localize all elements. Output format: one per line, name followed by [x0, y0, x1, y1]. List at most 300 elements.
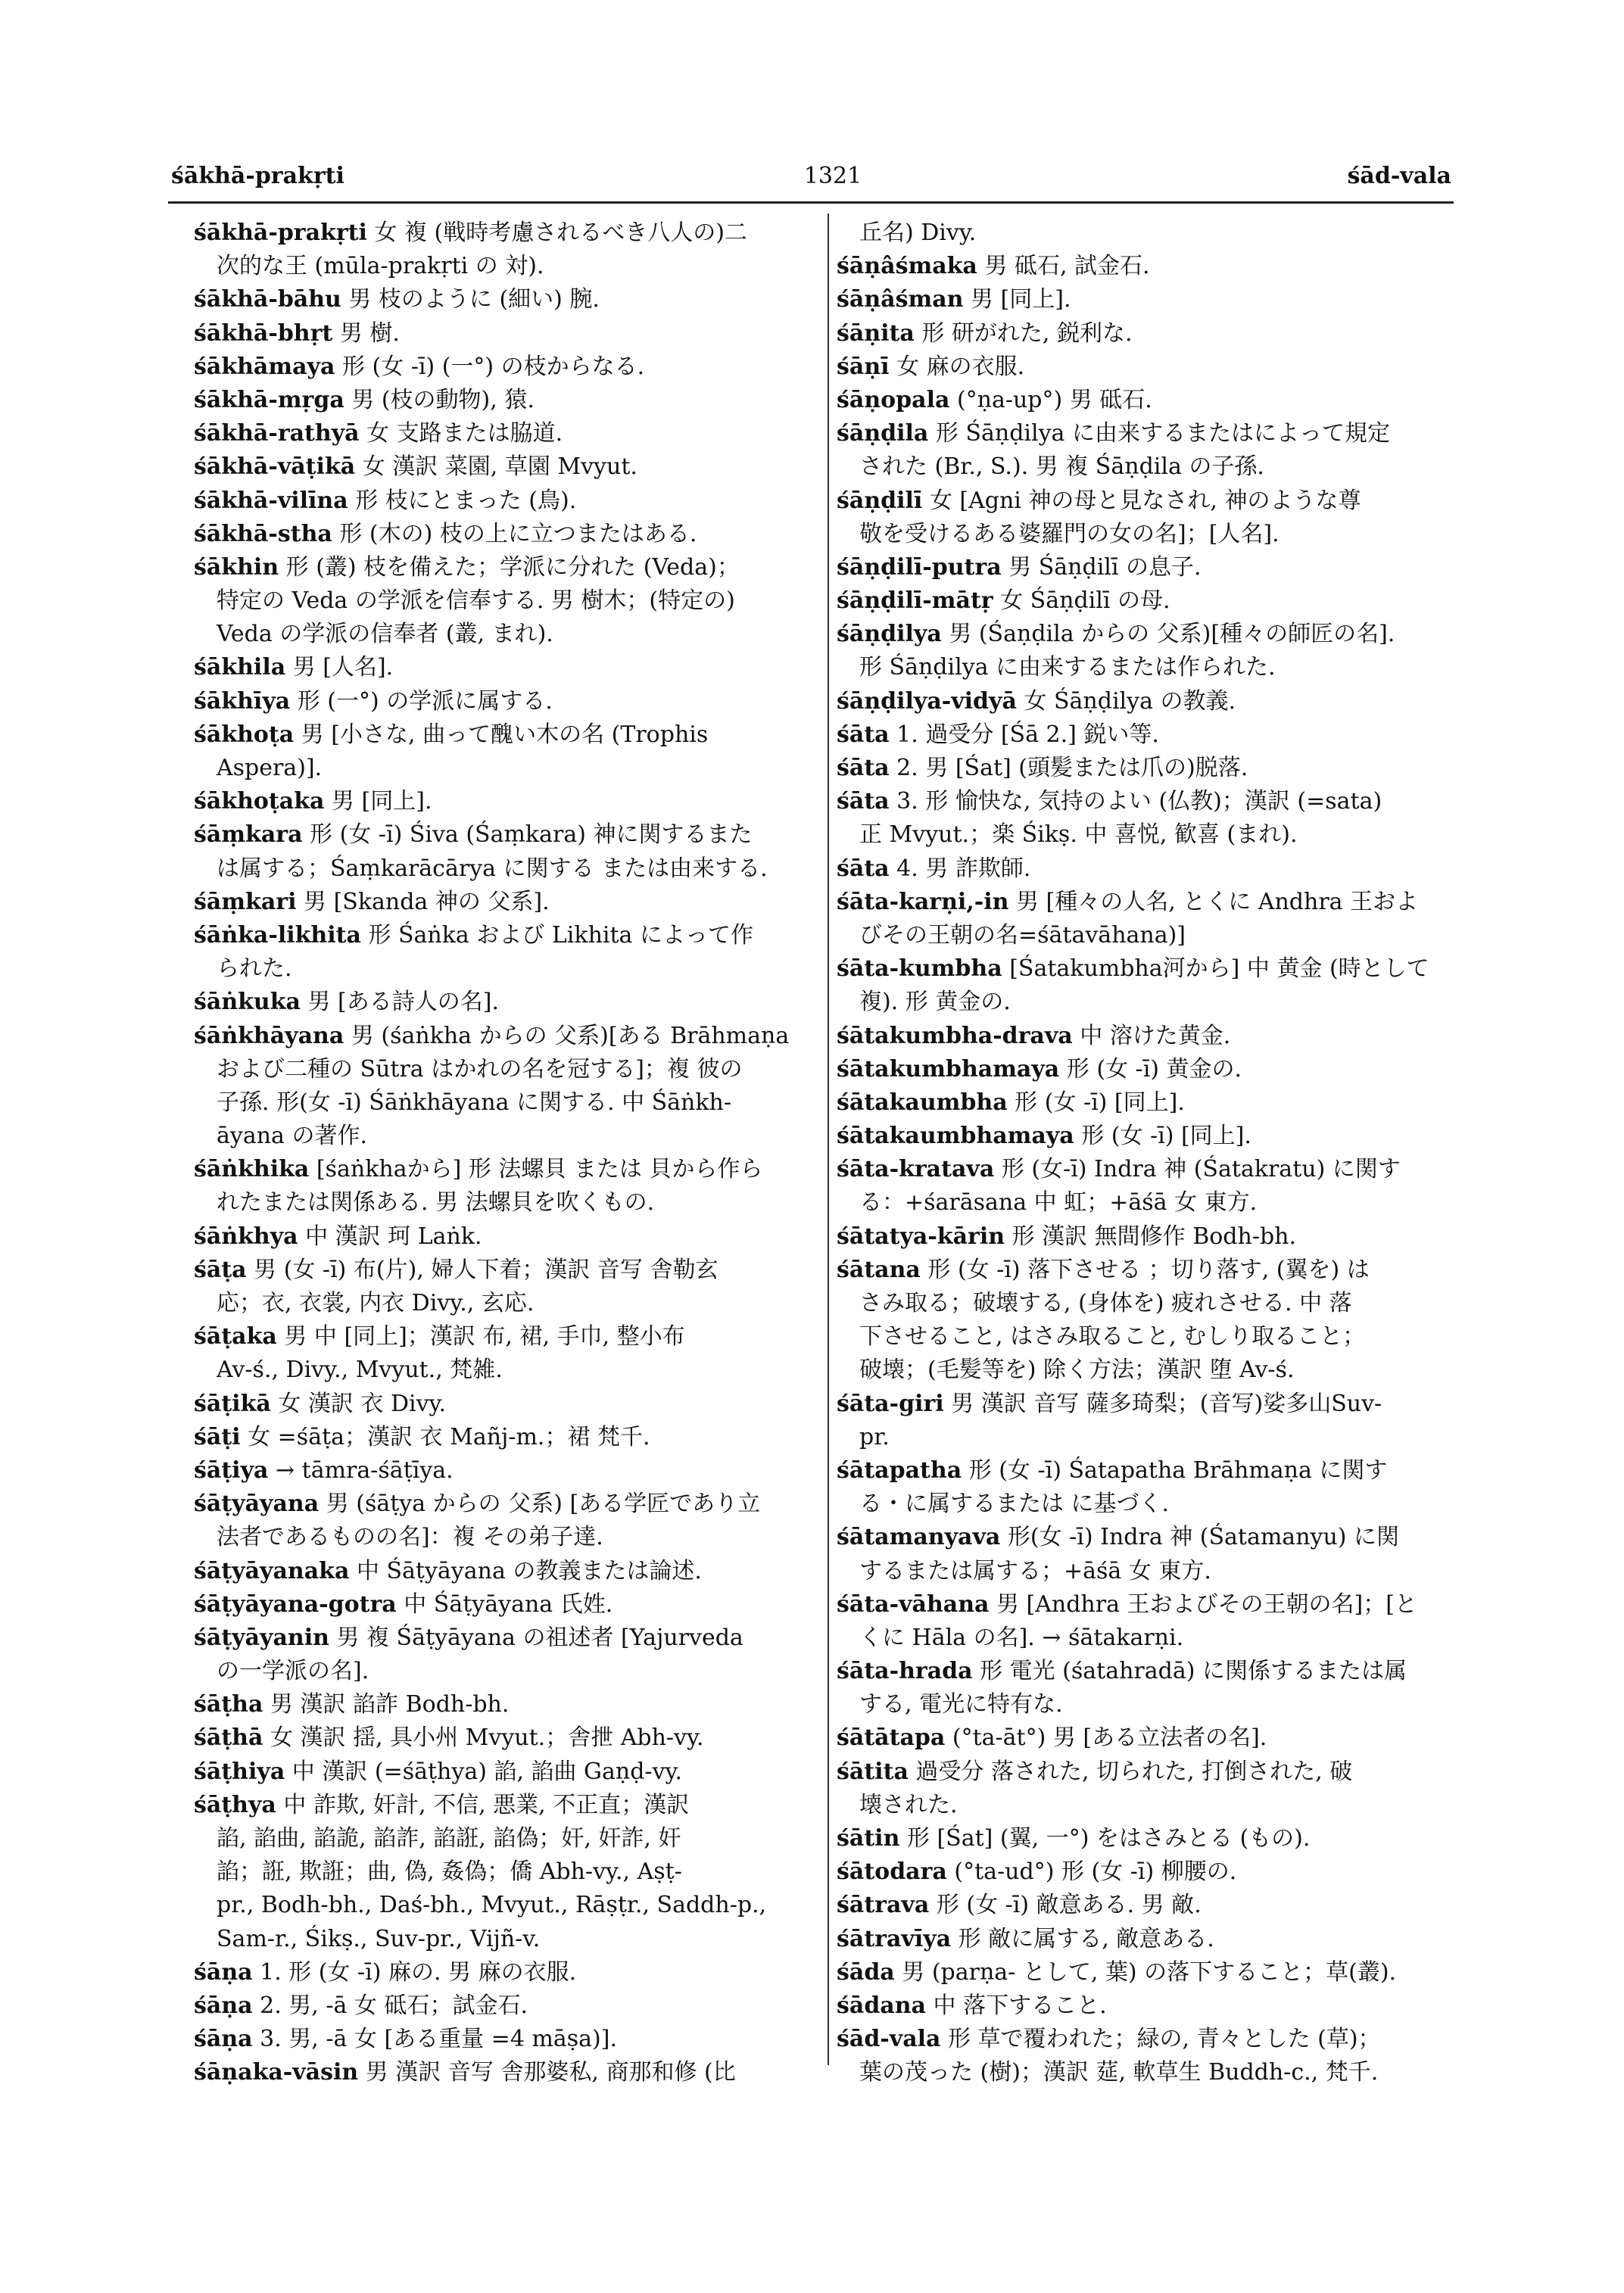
headword: śāṭaka — [194, 1323, 277, 1351]
headword: śādana — [837, 1992, 926, 2019]
continuation-line — [194, 1053, 825, 1086]
dictionary-entry-line — [194, 1989, 825, 2023]
continuation-line — [837, 986, 1468, 1019]
definition-text: 4. 男 詐欺師. — [889, 855, 1031, 882]
headword: śātana — [837, 1256, 921, 1283]
definition-text: Veda の学派の信奉者 (叢, まれ). — [217, 621, 553, 648]
continuation-line — [837, 1622, 1468, 1655]
dictionary-entry-line — [194, 986, 825, 1019]
headword: śātamanyava — [837, 1524, 1001, 1551]
definition-text: [Śatakumbha河から] 中 黄金 (時として — [1002, 955, 1429, 983]
dictionary-entry-line — [837, 1120, 1468, 1153]
headword: śākhā-bhṛt — [194, 319, 333, 347]
definition-text: 男 [Skanda 神の 父系]. — [296, 888, 550, 915]
headword: śāṭiya — [194, 1456, 269, 1484]
definition-text: 形 Śāṇḍilya に由来するまたはによって規定 — [928, 420, 1390, 447]
continuation-line — [837, 1789, 1468, 1822]
continuation-line — [837, 651, 1468, 684]
definition-text: 中 漢訳 珂 Laṅk. — [298, 1223, 482, 1250]
definition-text: 形 Śāṇḍilya に由来するまたは作られた. — [859, 654, 1276, 681]
headword: śākhoṭa — [194, 721, 295, 748]
continuation-line — [837, 1555, 1468, 1588]
dictionary-entry-line — [194, 1688, 825, 1721]
dictionary-entry-line — [194, 1555, 825, 1588]
definition-text: 形 (女 -ī) [同上]. — [1074, 1123, 1252, 1150]
continuation-line — [194, 1889, 825, 1922]
definition-text: 男 (śaṅkha からの 父系)[ある Brāhmaṇa — [344, 1022, 790, 1049]
definition-text: Aspera)]. — [217, 755, 323, 781]
headword: śāṭhiya — [194, 1758, 285, 1785]
dictionary-entry-line — [194, 217, 825, 250]
dictionary-entry-line — [837, 1588, 1468, 1622]
definition-text: 形(女 -ī) Indra 神 (Śatamanyu) に関 — [1000, 1524, 1400, 1551]
continuation-line — [194, 852, 825, 886]
definition-text: 形 (女 -ī) 敵意ある. 男 敵. — [929, 1892, 1202, 1919]
definition-text: る・に属するまたは に基づく. — [859, 1491, 1170, 1518]
headword: śākhā-rathyā — [194, 420, 360, 447]
definition-text: 男 [種々の人名, とくに Andhra 王およ — [1008, 888, 1419, 915]
headword: śāṇa — [194, 1958, 253, 1986]
definition-text: Av-ś., Divy., Mvyut., 梵雑. — [217, 1357, 503, 1384]
dictionary-entry-line — [194, 818, 825, 852]
definition-text: 2. 男 [Śat] (頭髪または爪の)脱落. — [889, 755, 1248, 781]
definition-text: 男 中 [同上]；漢訳 布, 裙, 手巾, 整小布 — [276, 1323, 685, 1351]
headword: śāṭha — [194, 1691, 263, 1718]
definition-text: 形 (女 -ī) Śatapatha Brāhmaṇa に関す — [962, 1456, 1388, 1484]
headword: śātātapa — [837, 1724, 946, 1752]
dictionary-entry-line — [194, 2056, 825, 2089]
dictionary-entry-line — [837, 952, 1468, 986]
continuation-line — [194, 952, 825, 986]
definition-text: 男 [ある詩人の名]. — [300, 989, 499, 1016]
continuation-line — [837, 217, 1468, 250]
definition-text: (°ta-āt°) 男 [ある立法者の名]. — [945, 1724, 1267, 1752]
definition-text: 諂, 諂曲, 諂詭, 諂詐, 諂誑, 諂偽；奸, 奸詐, 奸 — [217, 1825, 681, 1852]
dictionary-entry-line — [837, 1454, 1468, 1488]
definition-text: 形 電光 (śatahradā) に関係するまたは属 — [972, 1658, 1407, 1685]
dictionary-entry-line — [194, 2023, 825, 2056]
headword: śātapatha — [837, 1456, 962, 1484]
definition-text: 男 枝のように (細い) 腕. — [341, 286, 600, 313]
definition-text: 形 (女 -ī) (一°) の枝からなる. — [335, 353, 645, 380]
definition-text: (°ṇa-up°) 男 砥石. — [949, 386, 1152, 413]
definition-text: の一学派の名]. — [217, 1658, 369, 1685]
dictionary-entry-line — [837, 2023, 1468, 2056]
dictionary-entry-line — [837, 250, 1468, 283]
continuation-line — [194, 250, 825, 283]
dictionary-entry-line — [194, 1153, 825, 1186]
definition-text: 男 [小さな, 曲って醜い木の名 (Trophis — [294, 721, 709, 748]
definition-text: さみ取る；破壊する, (身体を) 疲れさせる. 中 落 — [859, 1290, 1352, 1316]
headword: śātin — [837, 1825, 900, 1852]
definition-text: 法者であるものの名]：複 その弟子達. — [217, 1524, 603, 1551]
dictionary-entry-line — [194, 919, 825, 952]
headword: śāta — [837, 788, 890, 815]
headword: śāta-kumbha — [837, 955, 1002, 983]
definition-text: 形 (女 -ī) [同上]. — [1007, 1089, 1185, 1116]
definition-text: 複). 形 黄金の. — [859, 989, 1011, 1016]
definition-text: 女 漢訳 揺, 具小州 Mvyut.；舎抴 Abh-vy. — [263, 1724, 704, 1752]
dictionary-entry-line — [194, 1588, 825, 1622]
continuation-line — [837, 1186, 1468, 1220]
headword: śātodara — [837, 1858, 947, 1886]
dictionary-entry-line — [837, 1153, 1468, 1186]
dictionary-entry-line — [837, 1388, 1468, 1421]
continuation-line — [837, 1688, 1468, 1721]
definition-text: 応；衣, 衣裳, 内衣 Divy., 玄応. — [217, 1290, 535, 1316]
definition-text: びその王朝の名=śātavāhana)] — [859, 921, 1186, 949]
definition-text: 形 (叢) 枝を備えた；学派に分れた (Veda)； — [279, 553, 740, 581]
definition-text: 丘名) Divy. — [859, 220, 977, 246]
dictionary-entry-line — [194, 1020, 825, 1053]
headword: śāṅkhika — [194, 1156, 310, 1183]
headword: śākhā-vāṭikā — [194, 453, 356, 481]
definition-text: 形 (女-ī) Indra 神 (Śatakratu) に関す — [994, 1156, 1401, 1183]
definition-text: Sam-r., Śikṣ., Suv-pr., Vijñ-v. — [217, 1925, 541, 1952]
continuation-line — [837, 1287, 1468, 1320]
headword: śākhā-stha — [194, 520, 332, 547]
headword: śātakaumbhamaya — [837, 1123, 1074, 1150]
headword: śāṭi — [194, 1423, 241, 1450]
definition-text: くに Hāla の名]. → śātakarṇi. — [859, 1624, 1184, 1651]
definition-text: pr., Bodh-bh., Daś-bh., Mvyut., Rāṣṭr., Saddh-p., — [217, 1892, 767, 1919]
definition-text: 女 複 (戦時考慮されるべき八人の)二 — [366, 220, 747, 246]
headword: śāta — [837, 755, 890, 781]
headword: śāṭyāyana — [194, 1491, 320, 1518]
headword: śāta-vāhana — [837, 1590, 990, 1618]
definition-text: 1. 形 (女 -ī) 麻の. 男 麻の衣服. — [252, 1958, 577, 1986]
definition-text: 形 Śaṅka および Likhita によって作 — [360, 921, 753, 949]
dictionary-entry-line — [194, 651, 825, 684]
headword: śāṃkara — [194, 821, 303, 849]
definition-text: 男 [同上]. — [324, 788, 432, 815]
definition-text: 中 溶けた黄金. — [1072, 1022, 1231, 1049]
headword: śāṇḍila — [837, 420, 929, 447]
headword: śātravīya — [837, 1925, 952, 1952]
continuation-line — [837, 1421, 1468, 1454]
headword: śāṇḍilī-putra — [837, 553, 1002, 581]
definition-text: る：+śarāsana 中 虹；+āśā 女 東方. — [859, 1189, 1258, 1217]
continuation-line — [194, 1655, 825, 1688]
headword: śākhā-prakṛti — [194, 220, 367, 246]
definition-text: 下させること, はさみ取ること, むしり取ること； — [859, 1323, 1366, 1351]
definition-text: 形 (一°) の学派に属する. — [290, 687, 553, 715]
dictionary-entry-line — [837, 1254, 1468, 1287]
headword: śāta — [837, 721, 890, 748]
definition-text: 形 漢訳 無間修作 Bodh-bh. — [1005, 1223, 1297, 1250]
dictionary-entry-line — [194, 886, 825, 919]
headword: śātrava — [837, 1892, 930, 1919]
definition-text: 形 [Śat] (翼, 一°) をはさみとる (もの). — [899, 1825, 1311, 1852]
definition-text: 次的な王 (mūla-prakṛti の 対). — [217, 253, 544, 280]
right-column — [837, 217, 1468, 2086]
continuation-line — [837, 818, 1468, 852]
definition-text: する, 電光に特有な. — [859, 1691, 1063, 1718]
definition-text: された (Br., S.). 男 複 Śāṇḍila の子孫. — [859, 453, 1264, 481]
continuation-line — [837, 1354, 1468, 1387]
dictionary-entry-line — [194, 718, 825, 752]
definition-text: 男 [人名]. — [285, 654, 394, 681]
definition-text: 女 麻の衣服. — [889, 353, 1025, 380]
headword: śāṅka-likhita — [194, 921, 361, 949]
dictionary-entry-line — [837, 1889, 1468, 1922]
dictionary-entry-line — [837, 1521, 1468, 1554]
continuation-line — [837, 1488, 1468, 1521]
dictionary-entry-line — [837, 584, 1468, 618]
definition-text: 女 Śāṇḍilī の母. — [993, 587, 1170, 615]
definition-text: 諂；誑, 欺誑；曲, 偽, 姦偽；僑 Abh-vy., Aṣṭ- — [217, 1858, 682, 1886]
headword: śākhoṭaka — [194, 788, 325, 815]
continuation-line — [194, 1120, 825, 1153]
dictionary-entry-line — [837, 1053, 1468, 1086]
headword: śāṇḍilī — [837, 487, 923, 514]
headword: śāṭhā — [194, 1724, 263, 1752]
definition-text: 3. 男, -ā 女 [ある重量 =4 māṣa)]. — [252, 2026, 617, 2053]
continuation-line — [194, 1186, 825, 1220]
headword: śāṅkhya — [194, 1223, 298, 1250]
continuation-line — [194, 1855, 825, 1889]
dictionary-entry-line — [194, 350, 825, 384]
headword: śāṭyāyanin — [194, 1624, 329, 1651]
definition-text: 男 漢訳 音写 薩多琦梨；(音写)娑多山Suv- — [943, 1390, 1382, 1417]
dictionary-entry-line — [837, 484, 1468, 518]
definition-text: 男 (śāṭya からの 父系) [ある学匠であり立 — [319, 1491, 761, 1518]
dictionary-entry-line — [837, 1220, 1468, 1254]
definition-text: 特定の Veda の学派を信奉する. 男 樹木；(特定の) — [217, 587, 735, 615]
definition-text: 男 (Śaṇḍila からの 父系)[種々の師匠の名]. — [941, 621, 1395, 648]
definition-text: 中 詐欺, 奸計, 不信, 悪業, 不正直；漢訳 — [276, 1791, 690, 1818]
dictionary-entry-line — [194, 417, 825, 450]
headword: śāṭhya — [194, 1791, 276, 1818]
dictionary-entry-line — [194, 551, 825, 584]
headword: śāṇopala — [837, 386, 950, 413]
headword: śāṇa — [194, 1992, 253, 2019]
dictionary-entry-line — [837, 551, 1468, 584]
definition-text: [śaṅkhaから] 形 法螺貝 または 貝から作ら — [309, 1156, 763, 1183]
dictionary-entry-line — [194, 1956, 825, 1989]
definition-text: 女 漢訳 衣 Divy. — [270, 1390, 447, 1417]
definition-text: 男 (枝の動物), 猿. — [344, 386, 535, 413]
definition-text: 形 (女 -ī) Śiva (Śaṃkara) 神に関するまた — [302, 821, 753, 849]
continuation-line — [837, 2056, 1468, 2089]
definition-text: 3. 形 愉快な, 気持のよい (仏教)；漢訳 (=sata) — [889, 788, 1382, 815]
continuation-line — [837, 518, 1468, 551]
headword: śātakumbhamaya — [837, 1055, 1060, 1083]
definition-text: 中 Śāṭyāyana 氏姓. — [396, 1590, 613, 1618]
dictionary-entry-line — [194, 1254, 825, 1287]
definition-text: 中 漢訳 (=śāṭhya) 諂, 諂曲 Gaṇḍ-vy. — [285, 1758, 683, 1785]
definition-text: 男 漢訳 音写 舎那婆私, 商那和修 (比 — [358, 2059, 736, 2086]
dictionary-entry-line — [194, 1756, 825, 1789]
definition-text: 女 =śāṭa；漢訳 衣 Mañj-m.；裙 梵千. — [240, 1423, 650, 1450]
definition-text: するまたは属する；+āśā 女 東方. — [859, 1557, 1211, 1584]
dictionary-entry-line — [837, 1822, 1468, 1855]
continuation-line — [194, 1521, 825, 1554]
definition-text: 男 漢訳 諂詐 Bodh-bh. — [263, 1691, 510, 1718]
headword: śāda — [837, 1958, 895, 1986]
headword: śākhā-bāhu — [194, 286, 341, 313]
running-head-right: śād-vala — [1347, 163, 1451, 189]
headword: śāṇâśman — [837, 286, 964, 313]
definition-text: 正 Mvyut.；楽 Śikṣ. 中 喜悦, 歓喜 (まれ). — [859, 821, 1298, 849]
headword: śāṅkhāyana — [194, 1022, 344, 1049]
definition-text: 女 支路または脇道. — [359, 420, 563, 447]
definition-text: 破壊；(毛髪等を) 除く方法；漢訳 堕 Av-ś. — [859, 1357, 1295, 1384]
headword: śāṃkari — [194, 888, 297, 915]
headword: śākhāmaya — [194, 353, 335, 380]
headword: śākhila — [194, 654, 286, 681]
definition-text: 女 [Agni 神の母と見なされ, 神のような尊 — [922, 487, 1361, 514]
headword: śātakumbha-drava — [837, 1022, 1073, 1049]
headword: śātakaumbha — [837, 1089, 1008, 1116]
dictionary-entry-line — [837, 283, 1468, 316]
dictionary-entry-line — [837, 350, 1468, 384]
dictionary-entry-line — [194, 283, 825, 316]
definition-text: 女 漢訳 菜園, 草園 Mvyut. — [355, 453, 637, 481]
definition-text: 男 複 Śāṭyāyana の祖述者 [Yajurveda — [329, 1624, 743, 1651]
headword: śāṇḍilya — [837, 621, 942, 648]
definition-text: 過受分 落された, 切られた, 打倒された, 破 — [908, 1758, 1353, 1785]
dictionary-entry-line — [837, 685, 1468, 718]
definition-text: 中 Śāṭyāyana の教義または論述. — [349, 1557, 702, 1584]
headword: śāṭa — [194, 1256, 247, 1283]
headword: śāṇḍilya-vidyā — [837, 687, 1017, 715]
page-number: 1321 — [803, 163, 862, 189]
dictionary-entry-line — [837, 718, 1468, 752]
definition-text: 形 枝にとまった (鳥). — [348, 487, 577, 514]
definition-text: 2. 男, -ā 女 砥石；試金石. — [252, 1992, 528, 2019]
definition-text: 男 樹. — [332, 319, 400, 347]
headword: śātita — [837, 1758, 909, 1785]
dictionary-entry-line — [194, 1789, 825, 1822]
dictionary-entry-line — [837, 618, 1468, 651]
definition-text: 子孫. 形(女 -ī) Śāṅkhāyana に関する. 中 Śāṅkh- — [217, 1089, 732, 1116]
dictionary-entry-line — [837, 785, 1468, 818]
headword: śāṇī — [837, 353, 890, 380]
dictionary-entry-line — [837, 1721, 1468, 1755]
continuation-line — [837, 1320, 1468, 1354]
headword: śāta-kratava — [837, 1156, 995, 1183]
definition-text: 形 (木の) 枝の上に立つまたはある. — [332, 520, 697, 547]
headword: śāta-giri — [837, 1390, 944, 1417]
dictionary-entry-line — [837, 1956, 1468, 1989]
dictionary-entry-line — [837, 317, 1468, 350]
dictionary-entry-line — [194, 1622, 825, 1655]
dictionary-entry-line — [194, 1454, 825, 1488]
definition-text: 中 落下すること. — [926, 1992, 1107, 2019]
dictionary-entry-line — [837, 852, 1468, 886]
dictionary-entry-line — [194, 1488, 825, 1521]
continuation-line — [194, 1086, 825, 1120]
headword: śāta-hrada — [837, 1658, 973, 1685]
dictionary-entry-line — [837, 752, 1468, 785]
continuation-line — [194, 1287, 825, 1320]
headword: śāta — [837, 855, 890, 882]
dictionary-entry-line — [837, 384, 1468, 417]
definition-text: 男 (parṇa- として, 葉) の落下すること；草(叢). — [894, 1958, 1397, 1986]
definition-text: 男 Śāṇḍilī の息子. — [1001, 553, 1202, 581]
headword: śād-vala — [837, 2026, 941, 2053]
definition-text: 形 (女 -ī) 黄金の. — [1059, 1055, 1242, 1083]
headword: śāṇâśmaka — [837, 253, 977, 280]
definition-text: 形 (女 -ī) 落下させる ；切り落す, (翼を) は — [920, 1256, 1370, 1283]
continuation-line — [194, 1354, 825, 1387]
definition-text: (°ta-ud°) 形 (女 -ī) 柳腰の. — [946, 1858, 1237, 1886]
definition-text: 女 Śāṇḍilya の教義. — [1016, 687, 1236, 715]
definition-text: および二種の Sūtra はかれの名を冠する]；複 彼の — [217, 1055, 743, 1083]
headword: śāṭikā — [194, 1390, 271, 1417]
definition-text: 男 砥石, 試金石. — [977, 253, 1150, 280]
dictionary-entry-line — [837, 1086, 1468, 1120]
definition-text: れたまたは関係ある. 男 法螺貝を吹くもの. — [217, 1189, 655, 1217]
headword: śākhā-mṛga — [194, 386, 344, 413]
headword: śāṭyāyana-gotra — [194, 1590, 397, 1618]
definition-text: pr. — [859, 1423, 890, 1450]
definition-text: 形 研がれた, 鋭利な. — [914, 319, 1133, 347]
definition-text: 男 (女 -ī) 布(片), 婦人下着；漢訳 音写 舎勒玄 — [246, 1256, 718, 1283]
headword: śāṇita — [837, 319, 915, 347]
dictionary-entry-line — [194, 384, 825, 417]
continuation-line — [194, 618, 825, 651]
continuation-line — [194, 584, 825, 618]
definition-text: 敬を受けるある婆羅門の女の名]；[人名]. — [859, 520, 1280, 547]
definition-text: 形 敵に属する, 敵意ある. — [951, 1925, 1214, 1952]
definition-text: → tāmra-śāṭīya. — [268, 1456, 454, 1484]
dictionary-entry-line — [837, 1923, 1468, 1956]
dictionary-entry-line — [194, 1388, 825, 1421]
definition-text: 男 [同上]. — [963, 286, 1071, 313]
dictionary-entry-line — [194, 1721, 825, 1755]
headword: śāṅkuka — [194, 989, 301, 1016]
running-head-left: śākhā-prakṛti — [171, 163, 344, 189]
dictionary-entry-line — [837, 886, 1468, 919]
continuation-line — [194, 1923, 825, 1956]
definition-text: 壊された. — [859, 1791, 958, 1818]
headword: śāṇaka-vāsin — [194, 2059, 359, 2086]
column-divider — [828, 213, 829, 2065]
dictionary-entry-line — [837, 1020, 1468, 1053]
dictionary-entry-line — [194, 1421, 825, 1454]
headword: śāṭyāyanaka — [194, 1557, 350, 1584]
header-rule — [168, 201, 1454, 204]
definition-text: āyana の著作. — [217, 1123, 367, 1150]
headword: śākhin — [194, 553, 279, 581]
dictionary-entry-line — [837, 1655, 1468, 1688]
dictionary-entry-line — [837, 1989, 1468, 2023]
headword: śāṇḍilī-mātṛ — [837, 587, 993, 615]
dictionary-entry-line — [837, 1855, 1468, 1889]
definition-text: 男 [Andhra 王およびその王朝の名]；[と — [989, 1590, 1417, 1618]
definition-text: 葉の茂った (樹)；漢訳 莚, 軟草生 Buddh-c., 梵千. — [859, 2059, 1379, 2086]
dictionary-entry-line — [194, 450, 825, 484]
dictionary-entry-line — [194, 518, 825, 551]
dictionary-entry-line — [194, 785, 825, 818]
dictionary-entry-line — [194, 1320, 825, 1354]
dictionary-entry-line — [194, 317, 825, 350]
dictionary-entry-line — [837, 1756, 1468, 1789]
headword: śākhā-vilīna — [194, 487, 348, 514]
definition-text: は属する；Śaṃkarācārya に関する または由来する. — [217, 855, 768, 882]
headword: śātatya-kārin — [837, 1223, 1005, 1250]
headword: śākhīya — [194, 687, 291, 715]
left-column — [194, 217, 825, 2086]
dictionary-entry-line — [194, 484, 825, 518]
headword: śāta-karṇi,-in — [837, 888, 1009, 915]
definition-text: られた. — [217, 955, 292, 983]
definition-text: 形 草で覆われた；緑の, 青々とした (草)； — [940, 2026, 1381, 2053]
dictionary-entry-line — [194, 1220, 825, 1254]
continuation-line — [837, 919, 1468, 952]
